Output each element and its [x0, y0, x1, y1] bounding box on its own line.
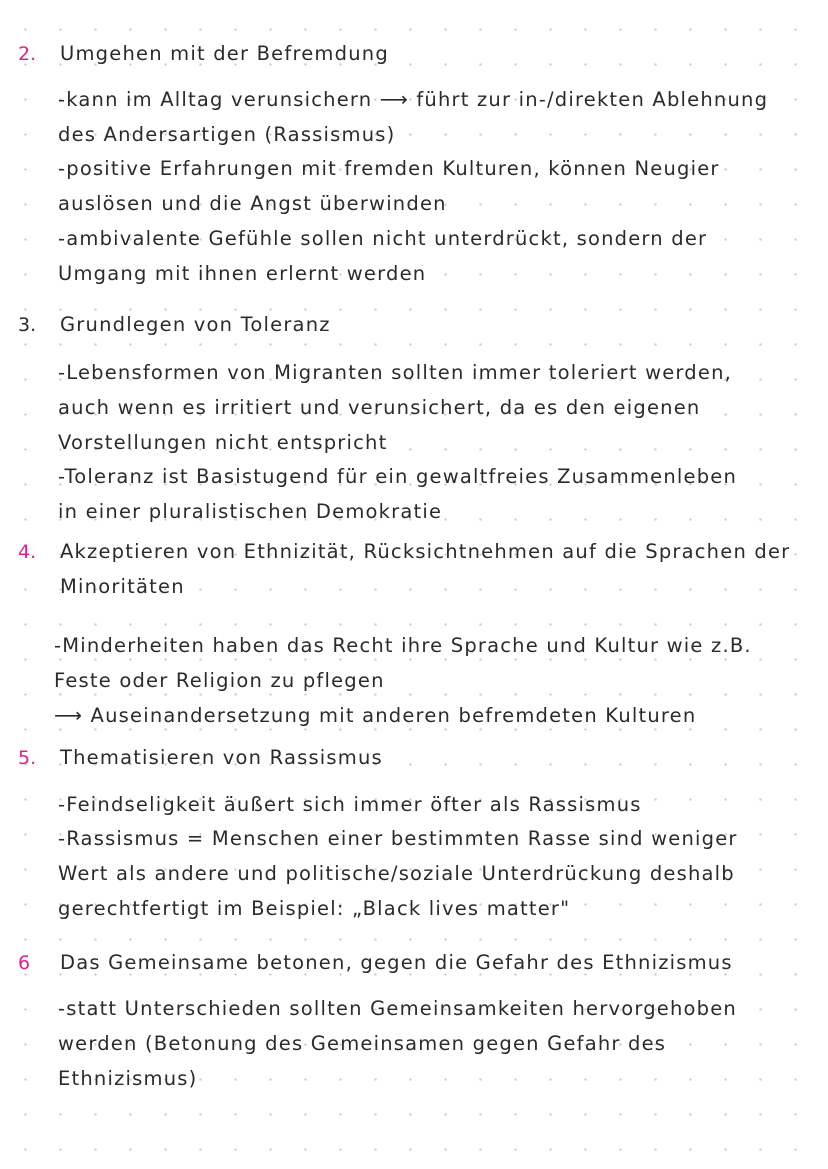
- note-line: gerechtfertigt im Beispiel: „Black lives matter": [58, 897, 571, 920]
- note-line: Wert als andere und politische/soziale Unterdrückung deshalb: [58, 862, 735, 885]
- section-number: 6: [18, 952, 31, 974]
- section-number: 2.: [18, 43, 37, 65]
- note-line: -positive Erfahrungen mit fremden Kulturen, können Neugier: [58, 157, 720, 180]
- section-heading: Thematisieren von Rassismus: [60, 746, 383, 769]
- section-heading: Umgehen mit der Befremdung: [60, 42, 389, 65]
- note-line: -statt Unterschieden sollten Gemeinsamkeiten hervorgehoben: [58, 997, 737, 1020]
- note-line: -ambivalente Gefühle sollen nicht unterdrückt, sondern der: [58, 227, 708, 250]
- section-heading-continued: Minoritäten: [60, 575, 185, 598]
- note-line: Ethnizismus): [58, 1067, 198, 1090]
- note-line: Vorstellungen nicht entspricht: [58, 431, 388, 454]
- note-line: werden (Betonung des Gemeinsamen gegen Gefahr des: [58, 1032, 667, 1055]
- section-heading: Akzeptieren von Ethnizität, Rücksichtnehmen auf die Sprachen der: [60, 540, 791, 563]
- note-line: des Andersartigen (Rassismus): [58, 123, 396, 146]
- note-line: -kann im Alltag verunsichern ⟶ führt zur in-/direkten Ablehnung: [58, 88, 769, 111]
- section-heading: Das Gemeinsame betonen, gegen die Gefahr des Ethnizismus: [60, 951, 733, 974]
- note-line: auch wenn es irritiert und verunsichert, da es den eigenen: [58, 396, 701, 419]
- note-line: -Toleranz ist Basistugend für ein gewaltfreies Zusammenleben: [58, 465, 738, 488]
- note-line: Umgang mit ihnen erlernt werden: [58, 262, 427, 285]
- section-number: 3.: [18, 314, 37, 336]
- section-heading: Grundlegen von Toleranz: [60, 313, 331, 336]
- note-line: Feste oder Religion zu pflegen: [54, 669, 385, 692]
- note-line: -Rassismus = Menschen einer bestimmten Rasse sind weniger: [58, 827, 738, 850]
- note-line: ⟶ Auseinandersetzung mit anderen befremdeten Kulturen: [54, 704, 697, 727]
- note-line: auslösen und die Angst überwinden: [58, 192, 447, 215]
- note-line: -Minderheiten haben das Recht ihre Sprache und Kultur wie z.B.: [54, 634, 752, 657]
- note-line: in einer pluralistischen Demokratie: [58, 500, 443, 523]
- section-number: 4.: [18, 541, 37, 563]
- section-number: 5.: [18, 747, 37, 769]
- note-line: -Lebensformen von Migranten sollten immer toleriert werden,: [58, 361, 733, 384]
- note-line: -Feindseligkeit äußert sich immer öfter als Rassismus: [58, 793, 642, 816]
